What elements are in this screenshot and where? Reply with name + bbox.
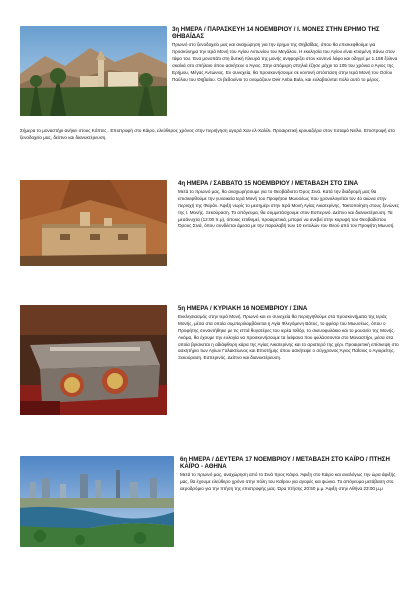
day-5-photo-reliquary <box>20 305 167 415</box>
day-4-text <box>178 180 400 230</box>
day-4-title: 4η ΗΜΕΡΑ / ΣΑΒΒΑΤΟ 15 ΝΟΕΜΒΡΙΟΥ / ΜΕΤΑΒΑΣΗ ΣΤΟ ΣΙΝΑ <box>178 180 359 187</box>
day-6-body: Μετά το πρωινό μας, αναχώρηση από το Σινά προς Κάιρο. Άφιξη στο Κάιρο και αναλόγως την ώρα άφιξής μας, θα έχουμε ελεύθερο χρόνο στην πόλη του Καΐρου για αγορές και ψώνια. Το απόγευμα μετάβαση στο αεροδρόμιο για την πτήση της επιστροφής μας. Ώρα πτήσης 20:50 μ.μ. Άφιξη στην Αθήνα 23:00 μ.μ <box>180 472 396 492</box>
day-3-section <box>20 26 400 138</box>
day-6-section <box>20 456 400 556</box>
day-4-body: Μετά το πρωινό μας, θα αναχωρήσουμε για το Θεοβάδιστο Όρος Σινά. Κατά την διαδρομή μας θα επισκεφθούμε την γυναικεία Ιερά Μονή του Προφήτου Μωυσέως που χρονολογείται τον 4ο αιώνα στην περιοχή της Φαράν. Άφιξη νωρίς το μεσημέρι στην Ιερά Μονή Αγίας Αικατερίνης. Τακτοποίηση στους ξενώνες της Ι. Μονής. Ξεκούραση. Το απόγευμα, θα συμμετάσχουμε στον Εσπερινό. Δείπνο και διανυκτέρευση. Τα μεσάνυχτα (12:00 π.μ), όποιος επιθυμεί, προαιρετικά, μπορεί να ανεβεί στην κορυφή του Θεοβαδίστου Όρους Σινά, όπου συνδέεται άμεσα με την παραλαβή των 10 εντολών του Θεού από τον Προφήτη Μωυσή. <box>178 188 399 229</box>
day-3-title: 3η ΗΜΕΡΑ / ΠΑΡΑΣΚΕΥΗ 14 ΝΟΕΜΒΡΙΟΥ / Ι. ΜΟΝΕΣ ΣΤΗΝ ΕΡΗΜΟ ΤΗΣ ΘΗΒΑΪΔΑΣ <box>172 26 380 41</box>
day-5-title: 5η ΗΜΕΡΑ / ΚΥΡΙΑΚΗ 16 ΝΟΕΜΒΡΙΟΥ / ΣΙΝΑ <box>178 305 308 312</box>
day-5-body: Εκκλησιασμός στην Ιερά Μονή. Πρωινό και εν συνεχεία θα περιηγηθούμε στα προσκυνήματα της Ιεράς Μονής, μέσα στα οποία συμπεριλαμβάνεται η Αγία Φλεγόμενη Βάτος, το φρέαρ του Μωυσέως, όπου ο Προφήτης συναντήθηκε με τις επτά θυγατέρες του ιερέα Ιοθόρ, το σκευοφυλάκιο και το μουσείο της Μονής. Ακόμα, θα έχουμε την ευλογία να προσκυνήσουμε τα λείψανα που φυλάσσονται στο Μοναστήρι, μέσα στα οποία βρίσκεται η αδιάφθορη κάρα της Αγίας Αικατερίνης και το αριστερό της χέρι. Προαιρετική επίσκεψη στο ασκητήριο των Αγίων Γαλακτίωνος και Επιστήμης όπου ασκήτεψε ο σύγχρονος Άγιος Παΐσιος ο Αγιορείτης. Ξεκούραση. Εσπερινός. Δείπνο και διανυκτέρευση. <box>178 313 399 361</box>
day-3-body: Πρωινό στο ξενοδοχείο μας και αναχώρηση για την έρημο της Θηβαΐδας, όπου θα επισκεφθούμε για προσκύνημα την Ιερά Μονή του Αγίου Αντωνίου του Μεγάλου. Η εκκλησία του Αγίου είναι κτισμένη πάνω στον τάφο του. Ένα μονοπάτι στη δυτική πλευρά της μονής ανηφορίζει στον κοντινό λόφο και οδηγεί με 1.158 ξύλινα σκαλιά στο σπήλαιο όπου ασκήτευε ο Άγιος. Στην απόμερη σπηλιά έζησε μέχρι τα 105 του χρόνια ο Άγιος της Ερήμου, Μέγας Αντώνιος. Εν συνεχεία, θα προσκυνήσουμε σε κοντινή απόσταση στην Ιερά Μονή του Οσίου Παύλου του Θηβαίου. Οι βεδουίνοι το ονομάζουν Deir Anba Bula, και ευλαβούνται πολύ αυτό το μέρος. <box>172 42 398 82</box>
day-4-section <box>20 180 400 280</box>
day-5-section <box>20 305 400 420</box>
day-3-photo-monastery-desert <box>20 26 167 116</box>
day-6-photo-cairo-nile <box>20 456 174 547</box>
day-6-title: 6η ΗΜΕΡΑ / ΔΕΥΤΕΡΑ 17 ΝΟΕΜΒΡΙΟΥ / ΜΕΤΑΒΑΣΗ ΣΤΟ ΚΑΪΡΟ / ΠΤΗΣΗ ΚΑΪΡΟ - ΑΘΗΝΑ <box>180 456 390 471</box>
day-5-text <box>178 305 400 362</box>
day-3-continuation: Σήμερα το μοναστήρι ανήκει στους Κόπτες.. Επιστροφή στο Κάιρο, ελεύθερος χρόνος στην περιήγηση αγορά Χαν ελ-Χαλίλι. Προαιρετική κρουαζιέρα στον ποταμό Νείλο. Επιστροφή στο ξενοδοχείο μας, δείπνο και διανυκτέρευση. <box>20 127 395 140</box>
day-3-text <box>172 26 400 84</box>
day-6-text <box>180 456 400 493</box>
day-4-photo-saint-catherine <box>20 180 167 266</box>
